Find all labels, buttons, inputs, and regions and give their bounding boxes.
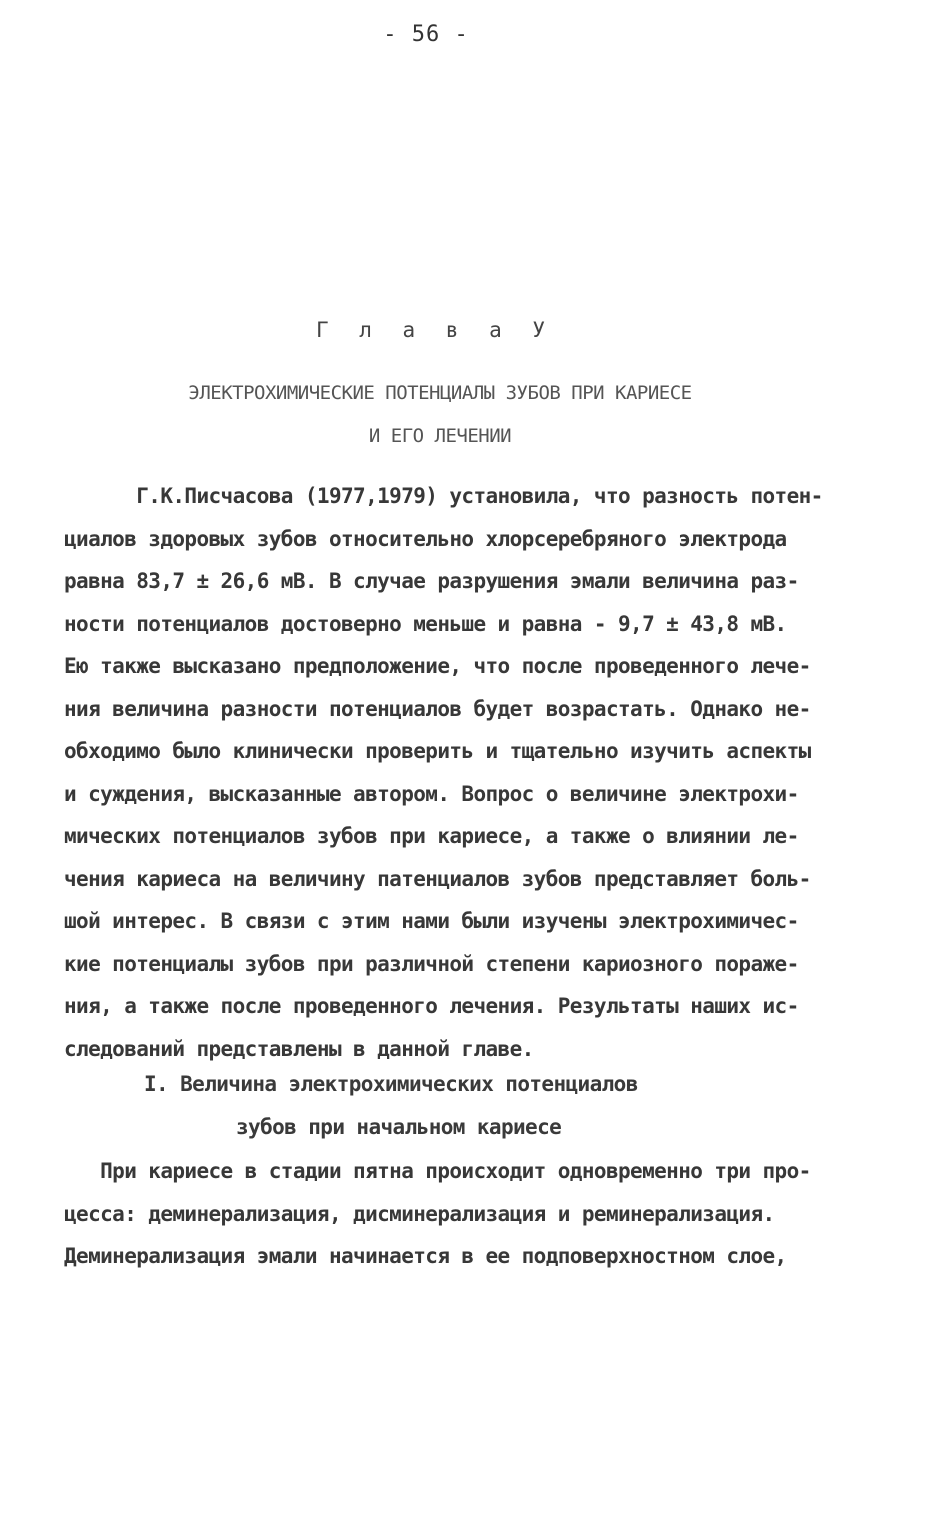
section-heading-line: зубов при начальном кариесе [236, 1115, 562, 1139]
text-line: следований представлены в данной главе. [64, 1036, 534, 1061]
paragraph-intro [64, 475, 864, 1070]
section-heading [64, 1063, 824, 1149]
text-line: ния величина разности потенциалов будет возрастать. Однако не- [64, 696, 811, 721]
text-line: цесса: деминерализация, дисминерализация и реминерализация. [64, 1201, 775, 1226]
chapter-title: Г л а в а У [315, 318, 555, 342]
section-heading-line: I. Величина электрохимических потенциалов [144, 1072, 638, 1096]
text-line: мических потенциалов зубов при кариесе, а также о влиянии ле- [64, 824, 799, 848]
text-line: ности потенциалов достоверно меньше и равна - 9,7 ± 43,8 мВ. [64, 611, 787, 636]
text-line: Ею также высказано предположение, что после проведенного лече- [64, 654, 811, 678]
text-line: равна 83,7 ± 26,6 мВ. В случае разрушения эмали величина раз- [64, 569, 799, 593]
text-line: чения кариеса на величину патенциалов зубов представляет боль- [64, 866, 811, 891]
chapter-heading [40, 372, 840, 458]
text-line: Г.К.Писчасова (1977,1979) установила, что разность потен- [64, 484, 823, 508]
text-line: При кариесе в стадии пятна происходит одновременно три про- [64, 1159, 811, 1183]
text-line: обходимо было клинически проверить и тщательно изучить аспекты [64, 739, 811, 763]
chapter-heading-line: ЭЛЕКТРОХИМИЧЕСКИЕ ПОТЕНЦИАЛЫ ЗУБОВ ПРИ КАРИЕСЕ [188, 382, 692, 404]
text-line: ния, а также после проведенного лечения. Результаты наших ис- [64, 994, 799, 1018]
page-number: - 56 - [383, 22, 469, 47]
text-line: шой интерес. В связи с этим нами были изучены электрохимичес- [64, 909, 799, 933]
text-line: циалов здоровых зубов относительно хлорсеребряного электрода [64, 526, 787, 551]
chapter-heading-line: И ЕГО ЛЕЧЕНИИ [368, 425, 512, 447]
text-line: кие потенциалы зубов при различной степени кариозного пораже- [64, 951, 799, 976]
text-line: и суждения, высказанные автором. Вопрос о величине электрохи- [64, 781, 799, 806]
text-line: Деминерализация эмали начинается в ее подповерхностном слое, [64, 1244, 787, 1268]
paragraph-section [64, 1150, 864, 1278]
